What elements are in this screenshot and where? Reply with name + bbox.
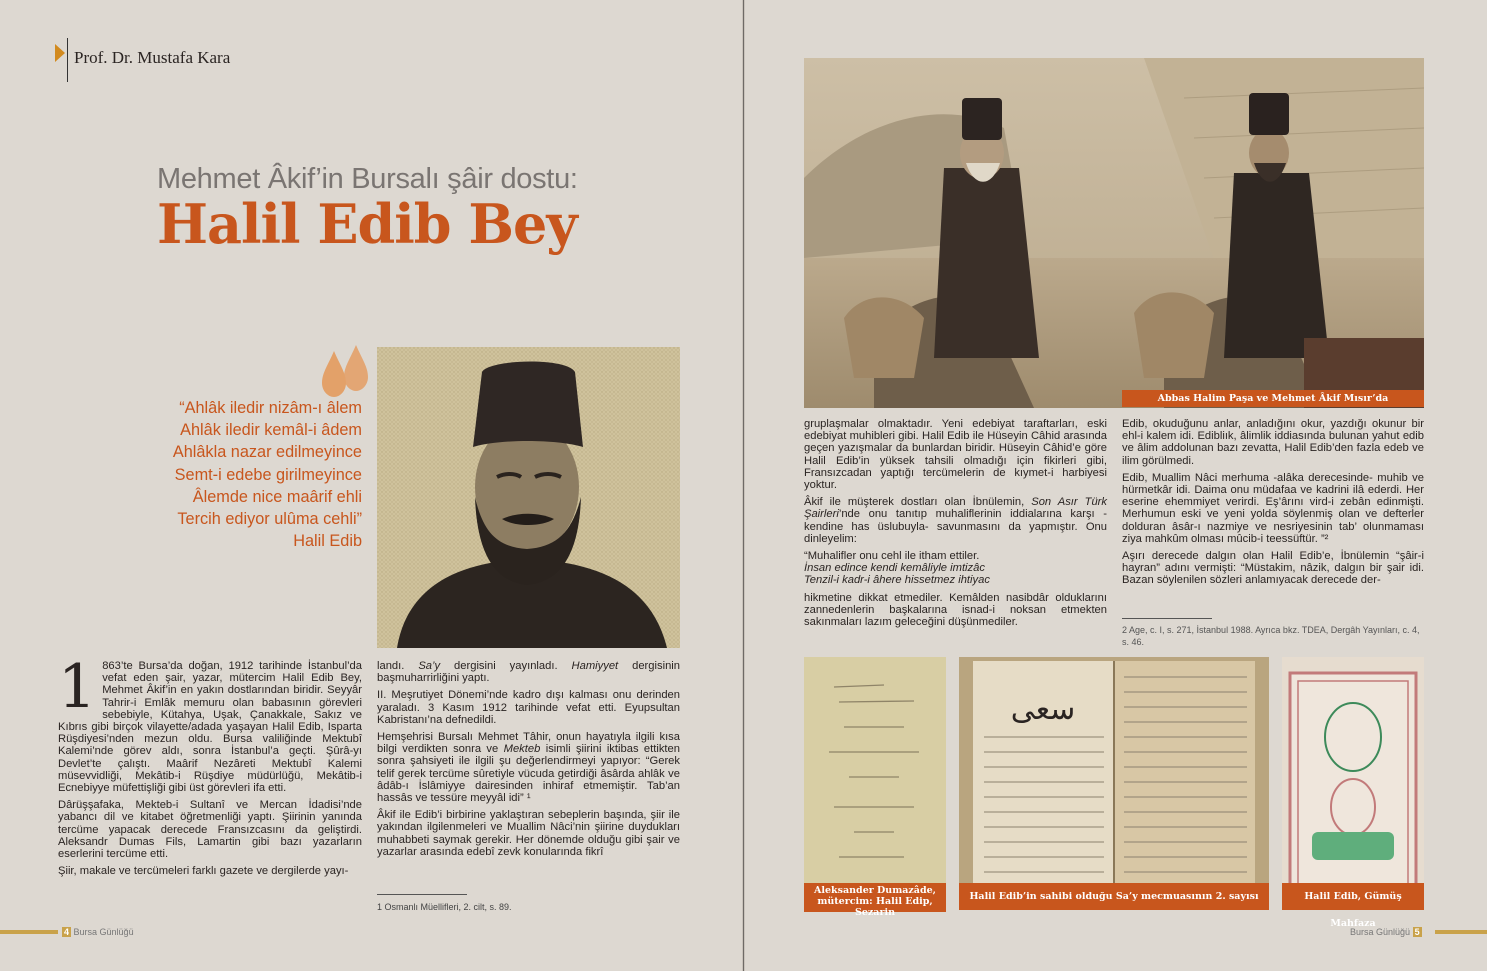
paragraph: Şiir, makale ve tercümeleri farklı gazete ve dergilerde yayı- (58, 865, 349, 878)
quote-line: Ahlâk iledir kemâl-i âdem (180, 421, 362, 440)
quote-line: Tercih ediyor ulûma cehli” (177, 510, 362, 529)
author-triangle-icon (55, 44, 65, 62)
paragraph: II. Meşrutiyet Dönemi’nde kadro dışı kalması onu derinden yaraladı. 3 Kasım 1912 tarihinde vefat etti. Eyupsultan Kabristanı’na defnedildi. (377, 689, 680, 726)
author-name: Prof. Dr. Mustafa Kara (74, 48, 231, 67)
footnote-rule (1122, 618, 1212, 619)
paragraph: Aşırı derecede dalgın olan Halil Edib’e, İbnülemin “şâir-i hayran” adını vermişti: “Müstakim, nâzik, dalgın bir şair idi. Bazan söylenilen sözleri anlamıyacak derecede der- (1122, 550, 1424, 587)
verse-line: “Muhalifler onu cehl ile itham ettiler. (804, 550, 980, 563)
portrait-illustration (377, 347, 680, 648)
paragraph: Hemşehrisi Bursalı Mehmet Tâhir, onun hayatıyla ilgili kısa bilgi verdikten sonra ve Mekteb isimli şiirini iktibas ettikten sonra şahsiyeti ile ilgili şu değerlendirmeyi yapıyor: “Gerek telif gerek tercüme sûretiyle vücuda getirdiği âsârda ahlâk ve âdâb-ı İslâmiyye dairesinden inhiraf etmemiştir. Tab’an hassâs ve tessüre meyyâl idi” ¹ (377, 731, 680, 805)
paragraph: Edib, okuduğunu anlar, anladığını okur, yazdığı okunur bir ehl-i kalem idi. Edibliık, âlimlik iddiasında bulunan yahut edib ve âlim addolunan bazı zevatta, Halil Edib’den fazla edeb ve ilim görülmedi. (1122, 418, 1424, 467)
magazine-photo (959, 657, 1269, 910)
masthead-arabic: سعی (1010, 692, 1076, 727)
quote-line: Ahlâkla nazar edilmeyince (172, 443, 362, 462)
paragraph: gruplaşmalar olmaktadır. Yeni edebiyat taraftarları, eski edebiyat muhibleri gibi. Halil Edib ile Hüseyin Câhid arasında geçen yazışmalar da bunlardan biridir. Hüseyin Câhid’e göre Halil Edib’in yüksek tahsili olmadığı için fikirleri gibi, Fransızcadan yaptığı tercümelerin de kıymet-i harbiyesi yoktur. (804, 418, 1107, 492)
folio-left: 4 Bursa Günlüğü (64, 927, 134, 937)
quote-line: “Ahlâk iledir nizâm-ı âlem (179, 399, 362, 417)
quote-drops-icon (320, 343, 372, 403)
article-title: Halil Edib Bey (157, 192, 577, 256)
left-column-1 (58, 652, 362, 882)
verse-block (804, 550, 1107, 587)
main-photo-caption: Abbas Halim Paşa ve Mehmet Âkif Mısır’da (1122, 390, 1424, 407)
quote-attribution: Halil Edib (293, 532, 362, 551)
book-cover-photo (804, 657, 946, 910)
main-photo (804, 58, 1424, 408)
paragraph: Âkif ile Edib’i birbirine yaklaştıran sebeplerin başında, şiir ile yakından ilgilenmeleri ve Muallim Nâci’nin şiirine duydukları muhabbeti saymak gerekir. Her dönemde olduğu gibi şair ve yazarlar arasında edebî zevk konularında fikrî (377, 809, 680, 858)
verse-line: İnsan edince kendi kemâliyle imtizâc (804, 562, 985, 575)
quote-line: Âlemde nice maârif ehli (192, 487, 362, 506)
folio-right: Bursa Günlüğü 5 (1350, 927, 1420, 937)
author-divider (67, 38, 68, 82)
silver-case-photo (1282, 657, 1424, 910)
article-subtitle: Mehmet Âkif’in Bursalı şâir dostu: (157, 163, 578, 195)
paragraph: hikmetine dikkat etmediler. Kemâlden nasibdâr olduklarını zannedenlerin başkalarına isnad-i noksan etmekten sakınmaları lazım geleceğini düşünmediler. (804, 591, 1107, 629)
camel-riders-illustration (804, 58, 1424, 408)
right-column-2 (1122, 418, 1424, 592)
gutter-line (743, 0, 744, 971)
thumb2-caption: Halil Edib’in sahibi olduğu Sa’y mecmuasının 2. sayısı (959, 883, 1269, 910)
pull-quote (150, 397, 362, 552)
portrait-photo (377, 347, 680, 648)
drop-cap: 1 (58, 652, 97, 722)
right-column-1 (804, 418, 1107, 633)
footnote-rule (377, 894, 467, 895)
paragraph: 863’te Bursa’da doğan, 1912 tarihinde İstanbul’da vefat eden şair, yazar, mütercim Halil Edib Bey, Mehmet Âkif’in en yakın dostlarından biridir. Seyyâr Tahrir-i Emlâk memuru olan babasının görevleri sebebiyle, Kütahya, Uşak, Çanakkale, Sakız ve Kıbrıs gibi birçok vilayette/adada yaşayan Halil Edib, Isparta Rüşdiyesi’nden mezun oldu. Bursa valiliğinde Mektubî Kalemi’nde görev aldı, sonra İstanbul’a geçti. Şûrâ-yı Devlet’te çalıştı. Maârif Nezâreti Mektubî Kalemi müsevvidliği, Mekâtib-i Rüşdiye müdürlüğü, Mekâtib-i Ecnebiyye müfettişliği gibi üst görevleri ifa etti. (58, 660, 362, 795)
folio-bar-right (1435, 930, 1487, 934)
footnote-1: 1 Osmanlı Müellifleri, 2. cilt, s. 89. (377, 902, 512, 912)
folio-bar-left (0, 930, 58, 934)
footnote-2: 2 Age, c. I, s. 271, İstanbul 1988. Ayrıca bkz. TDEA, Dergâh Yayınları, c. 4, s. 46. (1122, 625, 1420, 647)
paragraph: landı. Sa’y dergisini yayınladı. Hamiyyet dergisinin başmuharrirliğini yaptı. (377, 660, 681, 685)
paragraph: Dârüşşafaka, Mekteb-i Sultanî ve Mercan İdadisi’nde yabancı dil ve kitabet öğretmenliği yaptı. Şiirinin yanında tercüme yapacak derecede Fransızcasını da geliştirdi. Aleksandr Dumas Fils, Lamartin gibi bazı yazarların eserlerini tercüme etti. (58, 799, 362, 861)
paragraph: Âkif ile müşterek dostları olan İbnülemin, Son Asır Türk Şairleri’nde onu tanıtıp muhaliflerinin iddialarına karşı -kendine has üslubuyla- savunmasını da yapmıştır. Onu dinleyelim: (804, 496, 1107, 545)
thumb1-caption: Aleksander Dumazâde, mütercim: Halil Edip, Sezarin (804, 883, 946, 912)
verse-line: Tenzil-i kadr-i âhere hissetmez ihtiyac (804, 574, 990, 587)
thumb3-caption: Halil Edib, Gümüş Mahfaza (1282, 883, 1424, 910)
paragraph: Edib, Muallim Nâci merhuma -alâka derecesinde- muhib ve hürmetkâr idi. Daima onu müdafaa ve kadrini ilâ ederdi. Her eserine ehemmiyet verirdi. Eş’ârını vird-i zebân edinmişti. Merhumun eski ve yeni yolda söylenmiş olan ve defterler dolduran âsâr-ı nazmiye ve nesriyesinin tab’ olunmaması ziya mahkûm olması mûcib-i teessüftür. ”² (1122, 471, 1424, 545)
quote-line: Semt-i edebe girilmeyince (174, 465, 362, 484)
left-column-2 (377, 660, 680, 863)
